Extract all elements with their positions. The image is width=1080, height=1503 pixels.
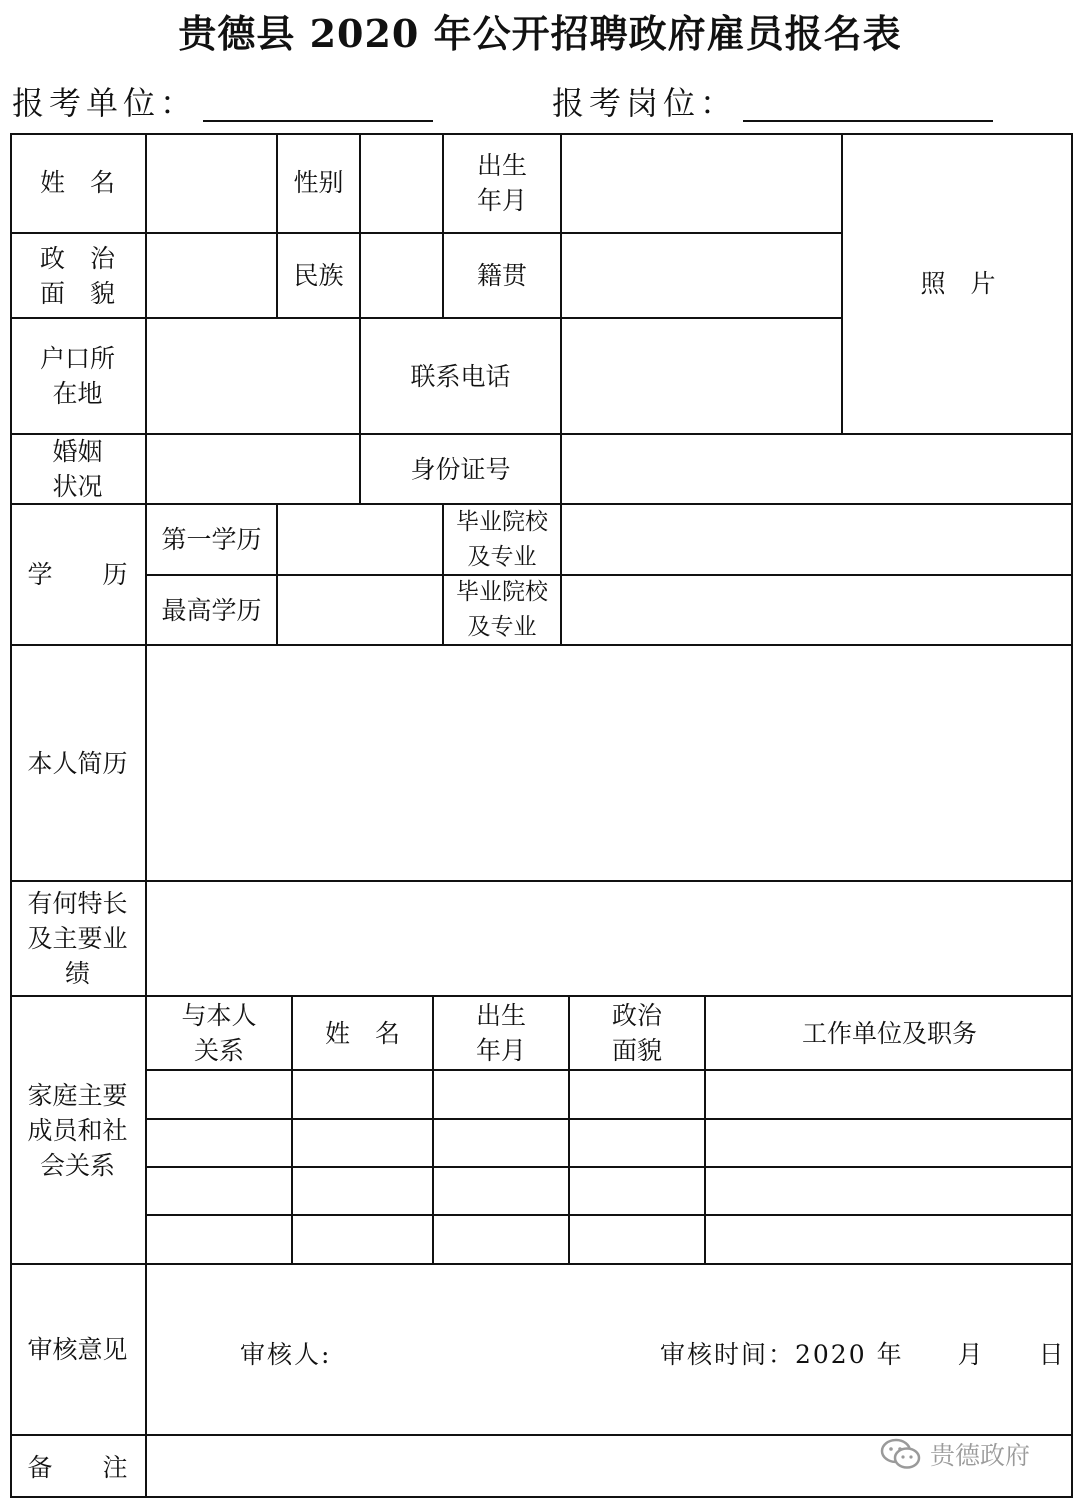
birth-field[interactable] [560,133,841,232]
family-cell[interactable] [145,1118,291,1166]
native-place-label: 籍贯 [442,232,560,317]
first-school-major-field[interactable] [560,503,1073,574]
first-school-major-label: 毕业院校 及专业 [442,503,560,574]
first-degree-label: 第一学历 [145,503,276,574]
native-place-field[interactable] [560,232,841,317]
remarks-label: 备 注 [10,1434,145,1498]
ethnicity-field[interactable] [359,232,442,317]
politics-label: 政 治 面 貌 [10,232,145,317]
post-label: 报考岗位： [552,84,738,122]
hukou-field[interactable] [145,317,359,433]
marital-field[interactable] [145,433,359,503]
hukou-label: 户口所 在地 [10,317,145,433]
family-cell[interactable] [145,1214,291,1263]
phone-field[interactable] [560,317,841,433]
page-title: 贵德县 2020 年公开招聘政府雇员报名表 [178,11,902,56]
specialty-field[interactable] [145,880,1073,995]
family-col-work: 工作单位及职务 [704,995,1073,1069]
highest-school-major-label: 毕业院校 及专业 [442,574,560,644]
family-cell[interactable] [704,1118,1073,1166]
marital-label: 婚姻 状况 [10,433,145,503]
family-cell[interactable] [568,1069,704,1118]
family-cell[interactable] [704,1214,1073,1263]
family-cell[interactable] [291,1118,432,1166]
family-cell[interactable] [432,1214,568,1263]
education-label: 学 历 [10,503,145,644]
family-cell[interactable] [568,1118,704,1166]
family-cell[interactable] [145,1166,291,1214]
birth-label: 出生 年月 [442,133,560,232]
family-col-relation: 与本人 关系 [145,995,291,1069]
highest-degree-field[interactable] [276,574,442,644]
watermark-text: 贵德政府 [930,1441,1031,1470]
family-cell[interactable] [568,1166,704,1214]
phone-label: 联系电话 [359,317,560,433]
family-cell[interactable] [704,1069,1073,1118]
family-cell[interactable] [145,1069,291,1118]
specialty-label: 有何特长 及主要业 绩 [10,880,145,995]
id-number-label: 身份证号 [359,433,560,503]
review-label: 审核意见 [10,1263,145,1434]
family-label: 家庭主要 成员和社 会关系 [10,995,145,1263]
name-label: 姓 名 [39,168,115,197]
politics-field[interactable] [145,232,276,317]
watermark [880,1434,1030,1474]
family-col-name: 姓 名 [291,995,432,1069]
family-cell[interactable] [704,1166,1073,1214]
family-cell[interactable] [291,1166,432,1214]
first-degree-field[interactable] [276,503,442,574]
family-cell[interactable] [432,1166,568,1214]
id-number-field[interactable] [560,433,1073,503]
family-cell[interactable] [291,1069,432,1118]
family-cell[interactable] [291,1214,432,1263]
family-col-birth: 出生 年月 [432,995,568,1069]
ethnicity-label: 民族 [276,232,359,317]
name-field[interactable] [145,133,276,232]
unit-label: 报考单位： [12,84,198,122]
review-time-label: 审核时间：2020 年 月 日 [660,1340,1066,1369]
reviewer-label: 审核人: [240,1340,332,1369]
gender-label: 性别 [276,133,359,232]
highest-school-major-field[interactable] [560,574,1073,644]
family-cell[interactable] [432,1118,568,1166]
photo-box[interactable]: 照 片 [841,133,1073,433]
post-input-line[interactable] [743,120,993,122]
family-col-politics: 政治 面貌 [568,995,704,1069]
wechat-icon [880,1438,922,1470]
resume-field[interactable] [145,644,1073,880]
family-cell[interactable] [432,1069,568,1118]
registration-form-table [10,133,1073,1498]
family-cell[interactable] [568,1214,704,1263]
resume-label: 本人简历 [10,644,145,880]
gender-field[interactable] [359,133,442,232]
unit-input-line[interactable] [203,120,433,122]
highest-degree-label: 最高学历 [145,574,276,644]
